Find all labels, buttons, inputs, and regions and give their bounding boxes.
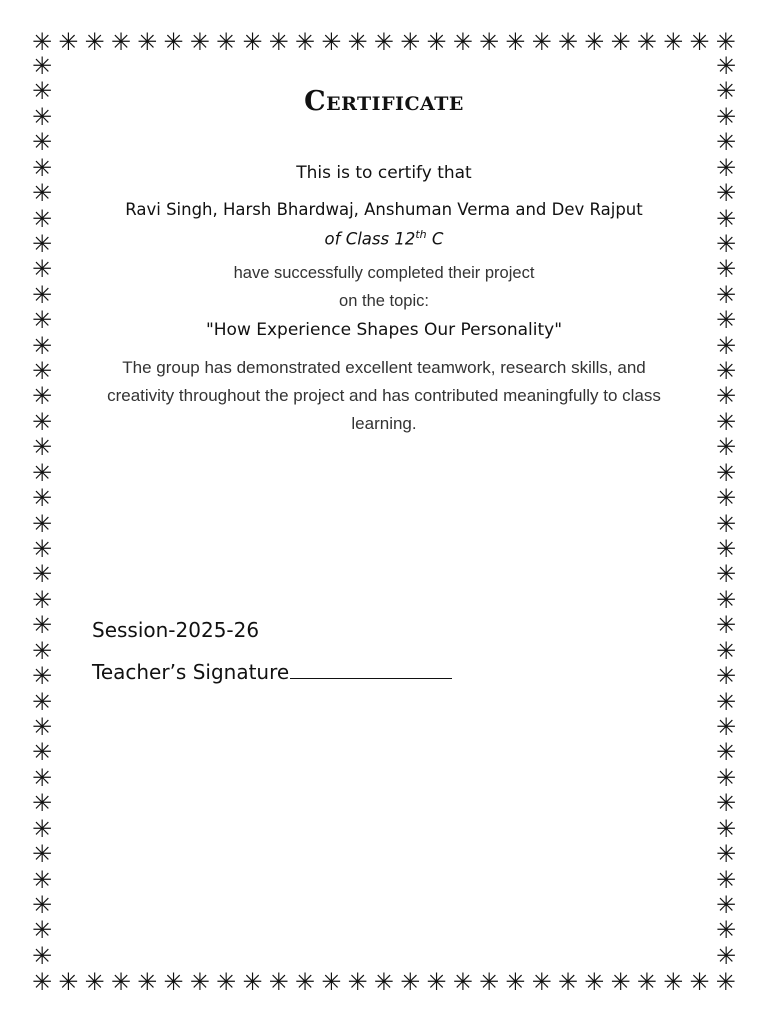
asterisk-flower-icon: ✳ <box>715 306 737 335</box>
asterisk-flower-icon: ✳ <box>584 968 605 996</box>
asterisk-flower-icon: ✳ <box>31 662 53 691</box>
session-label: Session-2025-26 <box>92 618 260 642</box>
asterisk-flower-icon: ✳ <box>715 890 737 919</box>
asterisk-flower-icon: ✳ <box>715 840 737 869</box>
asterisk-flower-icon: ✳ <box>31 865 53 894</box>
asterisk-flower-icon: ✳ <box>715 585 737 614</box>
asterisk-flower-icon: ✳ <box>715 662 737 691</box>
asterisk-flower-icon: ✳ <box>610 968 631 996</box>
asterisk-flower-icon: ✳ <box>347 968 368 996</box>
asterisk-flower-icon: ✳ <box>31 509 53 538</box>
asterisk-flower-icon: ✳ <box>715 357 737 386</box>
asterisk-flower-icon: ✳ <box>373 28 394 56</box>
asterisk-flower-icon: ✳ <box>715 102 737 131</box>
topic-intro: on the topic: <box>339 292 429 310</box>
asterisk-flower-icon: ✳ <box>715 153 737 182</box>
asterisk-flower-icon: ✳ <box>610 28 631 56</box>
asterisk-flower-icon: ✳ <box>505 28 526 56</box>
asterisk-flower-icon: ✳ <box>557 968 578 996</box>
asterisk-flower-icon: ✳ <box>110 968 131 996</box>
asterisk-flower-icon: ✳ <box>321 28 342 56</box>
asterisk-flower-icon: ✳ <box>31 789 53 818</box>
asterisk-flower-icon: ✳ <box>31 560 53 589</box>
asterisk-flower-icon: ✳ <box>31 636 53 665</box>
asterisk-flower-icon: ✳ <box>715 611 737 640</box>
asterisk-flower-icon: ✳ <box>31 712 53 741</box>
asterisk-flower-icon: ✳ <box>31 840 53 869</box>
asterisk-flower-icon: ✳ <box>216 968 237 996</box>
teacher-signature <box>92 658 452 684</box>
asterisk-flower-icon: ✳ <box>531 968 552 996</box>
asterisk-flower-icon: ✳ <box>715 382 737 411</box>
asterisk-flower-icon: ✳ <box>715 128 737 157</box>
certify-line: This is to certify that <box>296 163 472 183</box>
asterisk-flower-icon: ✳ <box>715 509 737 538</box>
asterisk-flower-icon: ✳ <box>31 916 53 945</box>
asterisk-flower-icon: ✳ <box>715 484 737 513</box>
certificate-body <box>60 0 708 1024</box>
description-paragraph: The group has demonstrated excellent teamwork, research skills, and creativity throughout the project and has contributed meaningfully to class learning. <box>107 358 661 433</box>
signature-line <box>290 658 452 679</box>
asterisk-flower-icon: ✳ <box>584 28 605 56</box>
asterisk-flower-icon: ✳ <box>31 28 53 56</box>
asterisk-flower-icon: ✳ <box>715 941 737 970</box>
asterisk-flower-icon: ✳ <box>31 585 53 614</box>
asterisk-flower-icon: ✳ <box>689 968 710 996</box>
asterisk-flower-icon: ✳ <box>715 331 737 360</box>
asterisk-flower-icon: ✳ <box>31 77 53 106</box>
asterisk-flower-icon: ✳ <box>31 763 53 792</box>
asterisk-flower-icon: ✳ <box>31 179 53 208</box>
asterisk-flower-icon: ✳ <box>478 28 500 56</box>
asterisk-flower-icon: ✳ <box>31 229 53 258</box>
asterisk-flower-icon: ✳ <box>715 77 737 106</box>
border-left <box>30 54 54 968</box>
asterisk-flower-icon: ✳ <box>58 28 79 56</box>
student-names: Ravi Singh, Harsh Bhardwaj, Anshuman Verma and Dev Rajput <box>125 200 643 219</box>
asterisk-flower-icon: ✳ <box>347 28 368 56</box>
asterisk-flower-icon: ✳ <box>137 968 158 996</box>
asterisk-flower-icon: ✳ <box>31 331 53 360</box>
asterisk-flower-icon: ✳ <box>137 28 158 56</box>
asterisk-flower-icon: ✳ <box>715 458 737 487</box>
asterisk-flower-icon: ✳ <box>663 968 684 996</box>
asterisk-flower-icon: ✳ <box>242 28 263 56</box>
asterisk-flower-icon: ✳ <box>557 28 578 56</box>
asterisk-flower-icon: ✳ <box>31 968 53 996</box>
asterisk-flower-icon: ✳ <box>452 968 473 996</box>
asterisk-flower-icon: ✳ <box>426 28 447 56</box>
asterisk-flower-icon: ✳ <box>715 255 737 284</box>
asterisk-flower-icon: ✳ <box>715 229 737 258</box>
asterisk-flower-icon: ✳ <box>663 28 684 56</box>
asterisk-flower-icon: ✳ <box>216 28 237 56</box>
asterisk-flower-icon: ✳ <box>31 738 53 767</box>
asterisk-flower-icon: ✳ <box>268 968 289 996</box>
asterisk-flower-icon: ✳ <box>31 153 53 182</box>
asterisk-flower-icon: ✳ <box>715 535 737 564</box>
asterisk-flower-icon: ✳ <box>715 636 737 665</box>
asterisk-flower-icon: ✳ <box>31 52 53 80</box>
asterisk-flower-icon: ✳ <box>478 968 500 996</box>
asterisk-flower-icon: ✳ <box>31 102 53 131</box>
asterisk-flower-icon: ✳ <box>715 814 737 843</box>
asterisk-flower-icon: ✳ <box>715 560 737 589</box>
asterisk-flower-icon: ✳ <box>715 916 737 945</box>
certificate-title: Certificate <box>304 86 464 117</box>
asterisk-flower-icon: ✳ <box>31 255 53 284</box>
asterisk-flower-icon: ✳ <box>400 28 421 56</box>
asterisk-flower-icon: ✳ <box>31 433 53 462</box>
completed-line: have successfully completed their project <box>233 264 535 282</box>
asterisk-flower-icon: ✳ <box>268 28 289 56</box>
asterisk-flower-icon: ✳ <box>505 968 526 996</box>
asterisk-flower-icon: ✳ <box>163 968 184 996</box>
asterisk-flower-icon: ✳ <box>715 687 737 716</box>
asterisk-flower-icon: ✳ <box>715 204 737 233</box>
asterisk-flower-icon: ✳ <box>636 28 657 56</box>
asterisk-flower-icon: ✳ <box>31 128 53 157</box>
project-topic: "How Experience Shapes Our Personality" <box>205 320 563 340</box>
asterisk-flower-icon: ✳ <box>58 968 79 996</box>
asterisk-flower-icon: ✳ <box>452 28 473 56</box>
asterisk-flower-icon: ✳ <box>689 28 710 56</box>
asterisk-flower-icon: ✳ <box>715 407 737 436</box>
asterisk-flower-icon: ✳ <box>31 204 53 233</box>
class-prefix: of <box>324 229 341 249</box>
asterisk-flower-icon: ✳ <box>31 941 53 970</box>
asterisk-flower-icon: ✳ <box>715 865 737 894</box>
class-label: Class 12 <box>345 229 416 249</box>
asterisk-flower-icon: ✳ <box>715 789 737 818</box>
asterisk-flower-icon: ✳ <box>84 28 105 56</box>
asterisk-flower-icon: ✳ <box>715 433 737 462</box>
class-line <box>60 228 708 249</box>
asterisk-flower-icon: ✳ <box>373 968 394 996</box>
asterisk-flower-icon: ✳ <box>294 28 316 56</box>
asterisk-flower-icon: ✳ <box>715 28 736 56</box>
class-section: C <box>431 229 444 249</box>
asterisk-flower-icon: ✳ <box>31 306 53 335</box>
asterisk-flower-icon: ✳ <box>31 687 53 716</box>
asterisk-flower-icon: ✳ <box>31 535 53 564</box>
asterisk-flower-icon: ✳ <box>31 814 53 843</box>
asterisk-flower-icon: ✳ <box>189 968 210 996</box>
asterisk-flower-icon: ✳ <box>715 738 737 767</box>
asterisk-flower-icon: ✳ <box>242 968 263 996</box>
asterisk-flower-icon: ✳ <box>31 357 53 386</box>
asterisk-flower-icon: ✳ <box>715 968 736 996</box>
asterisk-flower-icon: ✳ <box>31 407 53 436</box>
asterisk-flower-icon: ✳ <box>31 484 53 513</box>
class-suffix: th <box>415 228 427 241</box>
asterisk-flower-icon: ✳ <box>636 968 657 996</box>
asterisk-flower-icon: ✳ <box>31 611 53 640</box>
asterisk-flower-icon: ✳ <box>715 712 737 741</box>
asterisk-flower-icon: ✳ <box>31 382 53 411</box>
asterisk-flower-icon: ✳ <box>715 179 737 208</box>
asterisk-flower-icon: ✳ <box>163 28 184 56</box>
asterisk-flower-icon: ✳ <box>321 968 342 996</box>
asterisk-flower-icon: ✳ <box>110 28 131 56</box>
asterisk-flower-icon: ✳ <box>715 280 737 309</box>
asterisk-flower-icon: ✳ <box>84 968 105 996</box>
asterisk-flower-icon: ✳ <box>715 763 737 792</box>
asterisk-flower-icon: ✳ <box>426 968 447 996</box>
asterisk-flower-icon: ✳ <box>31 890 53 919</box>
asterisk-flower-icon: ✳ <box>189 28 210 56</box>
signature-label: Teacher’s Signature <box>92 660 290 684</box>
asterisk-flower-icon: ✳ <box>31 280 53 309</box>
asterisk-flower-icon: ✳ <box>294 968 316 996</box>
asterisk-flower-icon: ✳ <box>531 28 552 56</box>
asterisk-flower-icon: ✳ <box>715 52 737 80</box>
border-right <box>714 54 738 968</box>
asterisk-flower-icon: ✳ <box>31 458 53 487</box>
asterisk-flower-icon: ✳ <box>400 968 421 996</box>
